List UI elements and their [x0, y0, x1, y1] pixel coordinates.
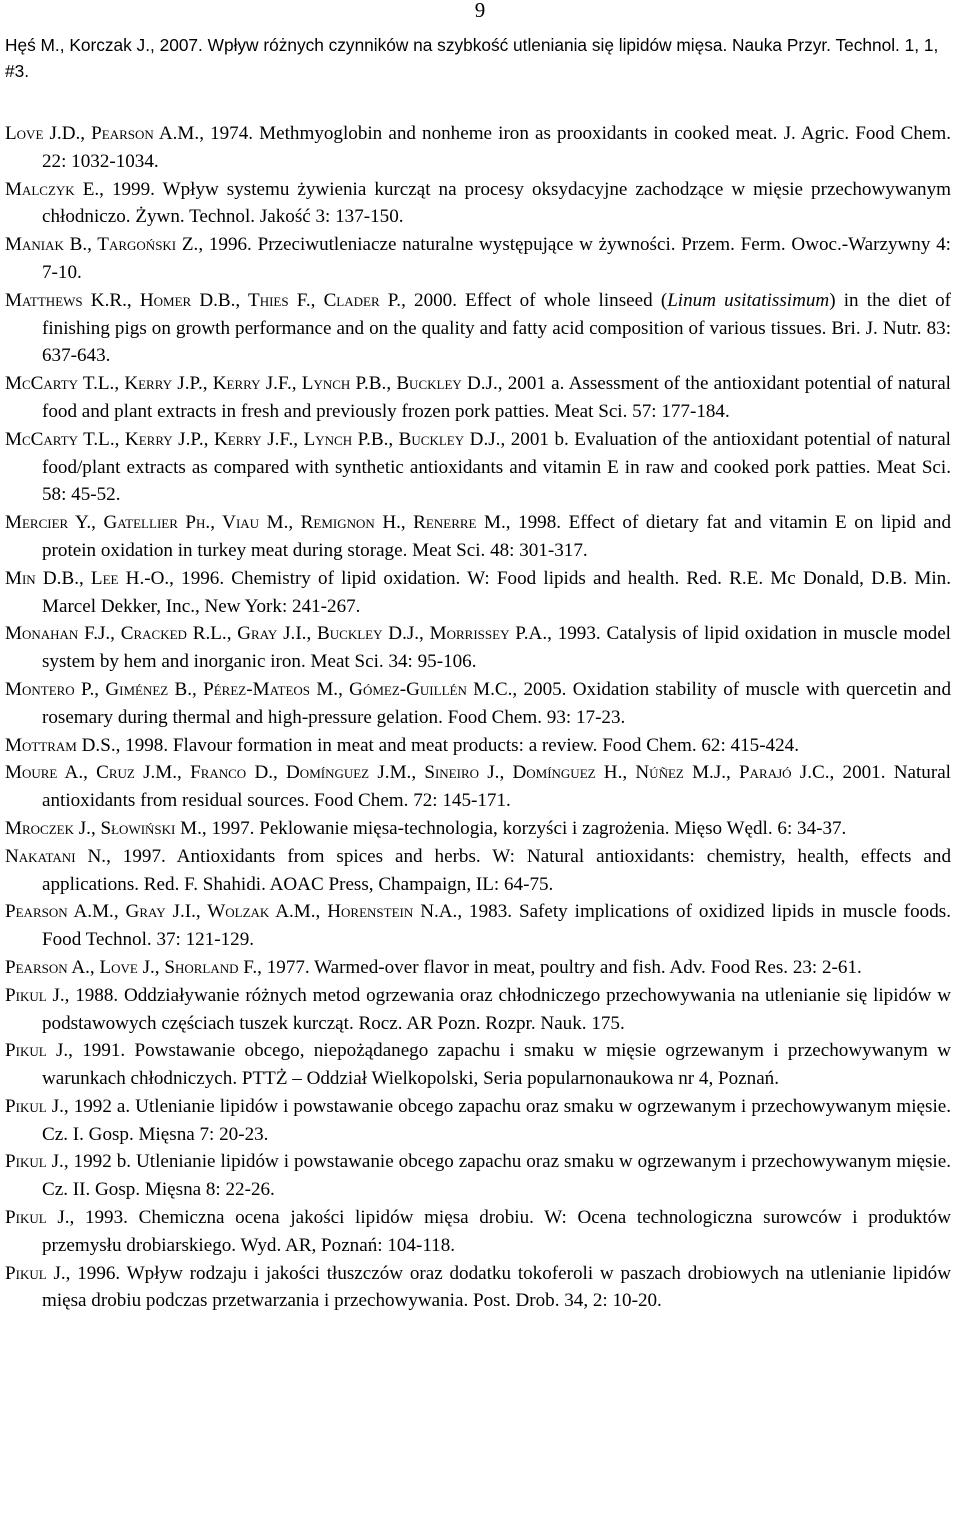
reference-text: , 1991. Powstawanie obcego, niepożądanego zapachu i smaku w mięsie ogrzewanym i przechowywanym w warunkach chłodniczych. PTTŻ – Oddział Wielkopolski, Seria popularnonaukowa nr 4, Poznań. [42, 1040, 951, 1090]
reference-authors: Nakatani N. [5, 845, 107, 867]
reference-authors: Love J.D., Pearson A.M. [5, 123, 200, 144]
reference-authors: McCarty T.L., Kerry J.P., Kerry J.F., Lynch P.B., Buckley D.J. [5, 428, 501, 450]
reference-entry [5, 732, 951, 760]
reference-text: , 1983. Safety implications of oxidized lipids in muscle foods. Food Technol. 37: 121-129. [42, 901, 951, 951]
reference-authors: Pikul J. [5, 1151, 64, 1173]
reference-text: , 1996. Chemistry of lipid oxidation. W: Food lipids and health. Red. R.E. Mc Donald, D.B. Min. Marcel Dekker, Inc., New York: 241-267. [42, 567, 951, 617]
reference-text: , 1998. Flavour formation in meat and meat products: a review. Food Chem. 62: 415-424. [115, 734, 799, 756]
reference-entry [5, 1204, 951, 1260]
reference-text: , 1996. Wpływ rodzaju i jakości tłuszczów oraz dodatku tokoferoli w paszach drobiowych na utlenianie lipidów mięsa drobiu podczas przetwarzania i przechowywania. Post. Drob. 34, 2: 10-20. [42, 1262, 951, 1312]
reference-entry [5, 676, 951, 732]
reference-text: , 2001 a. Assessment of the antioxidant potential of natural food and plant extracts in fresh and previously frozen pork patties. Meat Sci. 57: 177-184. [42, 373, 951, 422]
reference-entry [5, 1148, 951, 1204]
reference-text: , 1992 a. Utlenianie lipidów i powstawanie obcego zapachu oraz smaku w ogrzewanym i przechowywanym mięsie. Cz. I. Gosp. Mięsna 7: 20-23. [42, 1095, 951, 1145]
reference-authors: Montero P., Giménez B., Pérez-Mateos M., Gómez-Guillén M.C. [5, 678, 513, 700]
running-header: Hęś M., Korczak J., 2007. Wpływ różnych czynników na szybkość utleniania się lipidów mięsa. Nauka Przyr. Technol. 1, 1, #3. [5, 35, 939, 81]
reference-text: , 1996. Przeciwutleniacze naturalne występujące w żywności. Przem. Ferm. Owoc.-Warzywny 4: 7-10. [42, 234, 951, 283]
reference-authors: Min D.B., Lee H.-O. [5, 567, 170, 589]
reference-entry [5, 231, 951, 287]
reference-entry [5, 176, 951, 232]
reference-text: , 1992 b. Utlenianie lipidów i powstawanie obcego zapachu oraz smaku w ogrzewanym i przechowywanym mięsie. Cz. II. Gosp. Mięsna 8: 22-26. [42, 1151, 951, 1201]
reference-authors: Pikul J. [5, 1262, 66, 1284]
reference-authors: Pearson A.M., Gray J.I., Wolzak A.M., Horenstein N.A. [5, 901, 458, 923]
reference-text: , 1977. Warmed-over flavor in meat, poultry and fish. Adv. Food Res. 23: 2-61. [257, 956, 862, 978]
reference-text: , 2001. Natural antioxidants from residual sources. Food Chem. 72: 145-171. [42, 762, 951, 812]
reference-entry [5, 898, 951, 954]
reference-text: , 1998. Effect of dietary fat and vitamin E on lipid and protein oxidation in turkey meat during storage. Meat Sci. 48: 301-317. [42, 512, 951, 561]
reference-entry [5, 620, 951, 676]
reference-authors: Pikul J. [5, 1095, 64, 1117]
reference-entry [5, 565, 951, 621]
reference-latin-name: Linum usitatissimum [667, 289, 830, 311]
reference-authors: McCarty T.L., Kerry J.P., Kerry J.F., Lynch P.B., Buckley D.J. [5, 373, 498, 395]
reference-entry [5, 982, 951, 1038]
reference-authors: Pikul J. [5, 984, 65, 1006]
reference-entry [5, 287, 951, 370]
reference-authors: Monahan F.J., Cracked R.L., Gray J.I., Buckley D.J., Morrissey P.A. [5, 623, 548, 645]
reference-text: , 1988. Oddziaływanie różnych metod ogrzewania oraz chłodniczego przechowywania na utlenianie się lipidów w podstawowych częściach tuszek kurcząt. Rocz. AR Pozn. Rozpr. Nauk. 175. [42, 984, 951, 1034]
reference-text: , 2005. Oxidation stability of muscle with quercetin and rosemary during thermal and high-pressure gelation. Food Chem. 93: 17-23. [42, 678, 951, 728]
reference-text: , 2001 b. Evaluation of the antioxidant potential of natural food/plant extracts as compared with synthetic antioxidants and vitamin E in raw and cooked pork patties. Meat Sci. 58: 45-52. [42, 428, 951, 506]
reference-text: , 1997. Peklowanie mięsa-technologia, korzyści i zagrożenia. Mięso Wędl. 6: 34-37. [201, 817, 847, 839]
reference-entry [5, 843, 951, 899]
reference-authors: Mroczek J., Słowiński M. [5, 817, 202, 839]
reference-text: , 1997. Antioxidants from spices and herbs. W: Natural antioxidants: chemistry, health, effects and applications. Red. F. Shahidi. AOAC Press, Champaign, IL: 64-75. [42, 845, 951, 895]
reference-authors: Matthews K.R., Homer D.B., Thies F., Clader P. [5, 289, 402, 311]
reference-text: , 1993. Catalysis of lipid oxidation in muscle model system by hem and inorganic iron. Meat Sci. 34: 95-106. [42, 623, 951, 673]
reference-authors: Moure A., Cruz J.M., Franco D., Domínguez J.M., Sineiro J., Domínguez H., Núñez M.J., Parajó J.C. [5, 762, 830, 784]
reference-entry [5, 120, 951, 176]
reference-list [5, 120, 951, 1315]
reference-entry [5, 1037, 951, 1093]
reference-entry [5, 509, 951, 565]
reference-text: , 1993. Chemiczna ocena jakości lipidów mięsa drobiu. W: Ocena technologiczna surowców i produktów przemysłu drobiarskiego. Wyd. AR, Poznań: 104-118. [42, 1207, 951, 1256]
reference-entry [5, 426, 951, 509]
reference-entry [5, 759, 951, 815]
reference-authors: Malczyk E. [5, 178, 100, 200]
reference-authors: Pearson A., Love J., Shorland F. [5, 956, 258, 978]
reference-text: , 1974. Methmyoglobin and nonheme iron as prooxidants in cooked meat. J. Agric. Food Chem. 22: 1032-1034. [42, 123, 951, 172]
reference-text: ) in the diet of finishing pigs on growth performance and on the quality and fatty acid composition of various tissues. Bri. J. Nutr. 83: 637-643. [42, 289, 951, 367]
reference-entry [5, 1093, 951, 1149]
page-number: 9 [474, 0, 486, 22]
reference-entry [5, 370, 951, 426]
reference-authors: Maniak B., Targoński Z. [5, 234, 199, 256]
reference-text: , 1999. Wpływ systemu żywienia kurcząt na procesy oksydacyjne zachodzące w mięsie przechowywanym chłodniczo. Żywn. Technol. Jakość 3: 137-150. [42, 178, 952, 228]
reference-entry [5, 815, 951, 843]
reference-text: , 2000. Effect of whole linseed ( [401, 289, 668, 311]
reference-authors: Pikul J. [5, 1207, 70, 1229]
reference-entry [5, 954, 951, 982]
reference-authors: Mercier Y., Gatellier Ph., Viau M., Remignon H., Renerre M. [5, 512, 506, 534]
reference-entry [5, 1260, 951, 1316]
reference-authors: Mottram D.S. [5, 734, 116, 756]
reference-authors: Pikul J. [5, 1040, 69, 1062]
